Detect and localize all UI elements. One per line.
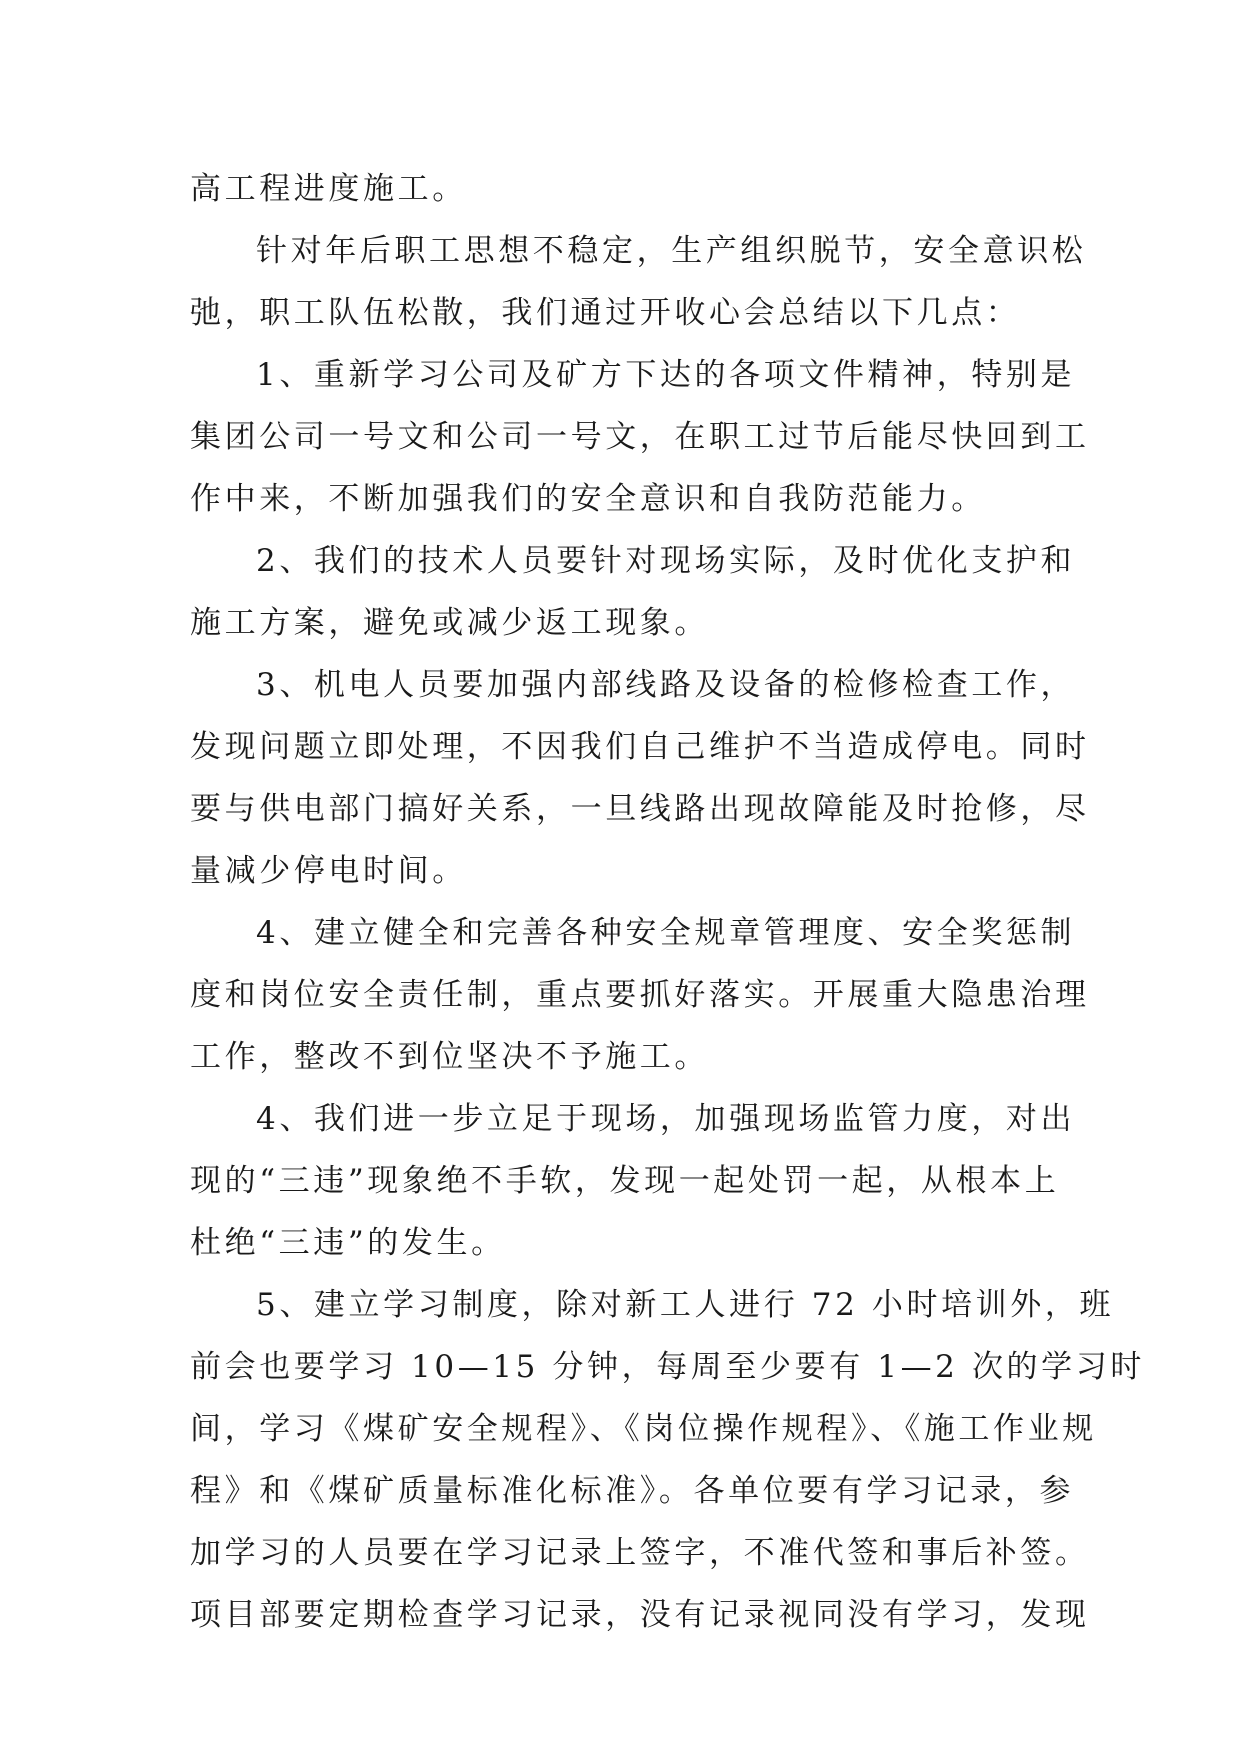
- text-line: 3、机电人员要加强内部线路及设备的检修检查工作，: [256, 667, 1076, 703]
- document-body: [190, 158, 1145, 1646]
- text-line: 4、建立健全和完善各种安全规章管理度、安全奖惩制: [256, 915, 1076, 951]
- text-line: 加学习的人员要在学习记录上签字，不准代签和事后补签。: [190, 1535, 1090, 1571]
- text-line: 要与供电部门搞好关系，一旦线路出现故障能及时抢修，尽: [190, 791, 1090, 827]
- text-line: 工作，整改不到位坚决不予施工。: [190, 1039, 709, 1075]
- text-line: 发现问题立即处理，不因我们自己维护不当造成停电。同时: [190, 729, 1090, 765]
- text-line: 程》和《煤矿质量标准化标准》。各单位要有学习记录，参: [190, 1473, 1075, 1509]
- text-line: 高工程进度施工。: [190, 171, 467, 207]
- text-line: 5、建立学习制度，除对新工人进行 72 小时培训外，班: [256, 1287, 1115, 1323]
- text-line: 量减少停电时间。: [190, 853, 467, 889]
- text-line: 作中来，不断加强我们的安全意识和自我防范能力。: [190, 481, 986, 517]
- text-line: 4、我们进一步立足于现场，加强现场监管力度，对出: [256, 1101, 1076, 1137]
- text-line: 施工方案，避免或减少返工现象。: [190, 605, 709, 641]
- text-line: 杜绝“三违”的发生。: [190, 1225, 506, 1261]
- text-line: 针对年后职工思想不稳定，生产组织脱节，安全意识松: [256, 233, 1087, 269]
- text-line: 现的“三违”现象绝不手软，发现一起处罚一起，从根本上: [190, 1163, 1060, 1199]
- text-line: 度和岗位安全责任制，重点要抓好落实。开展重大隐患治理: [190, 977, 1090, 1013]
- text-line: 集团公司一号文和公司一号文，在职工过节后能尽快回到工: [190, 419, 1090, 455]
- text-line: 弛，职工队伍松散，我们通过开收心会总结以下几点：: [190, 295, 1021, 331]
- text-line: 前会也要学习 10—15 分钟，每周至少要有 1—2 次的学习时: [190, 1349, 1145, 1385]
- text-line: 2、我们的技术人员要针对现场实际，及时优化支护和: [256, 543, 1076, 579]
- text-line: 1、重新学习公司及矿方下达的各项文件精神，特别是: [256, 357, 1076, 393]
- text-line: 项目部要定期检查学习记录，没有记录视同没有学习，发现: [190, 1597, 1090, 1633]
- text-line: 间，学习《煤矿安全规程》、《岗位操作规程》、《施工作业规: [190, 1411, 1097, 1447]
